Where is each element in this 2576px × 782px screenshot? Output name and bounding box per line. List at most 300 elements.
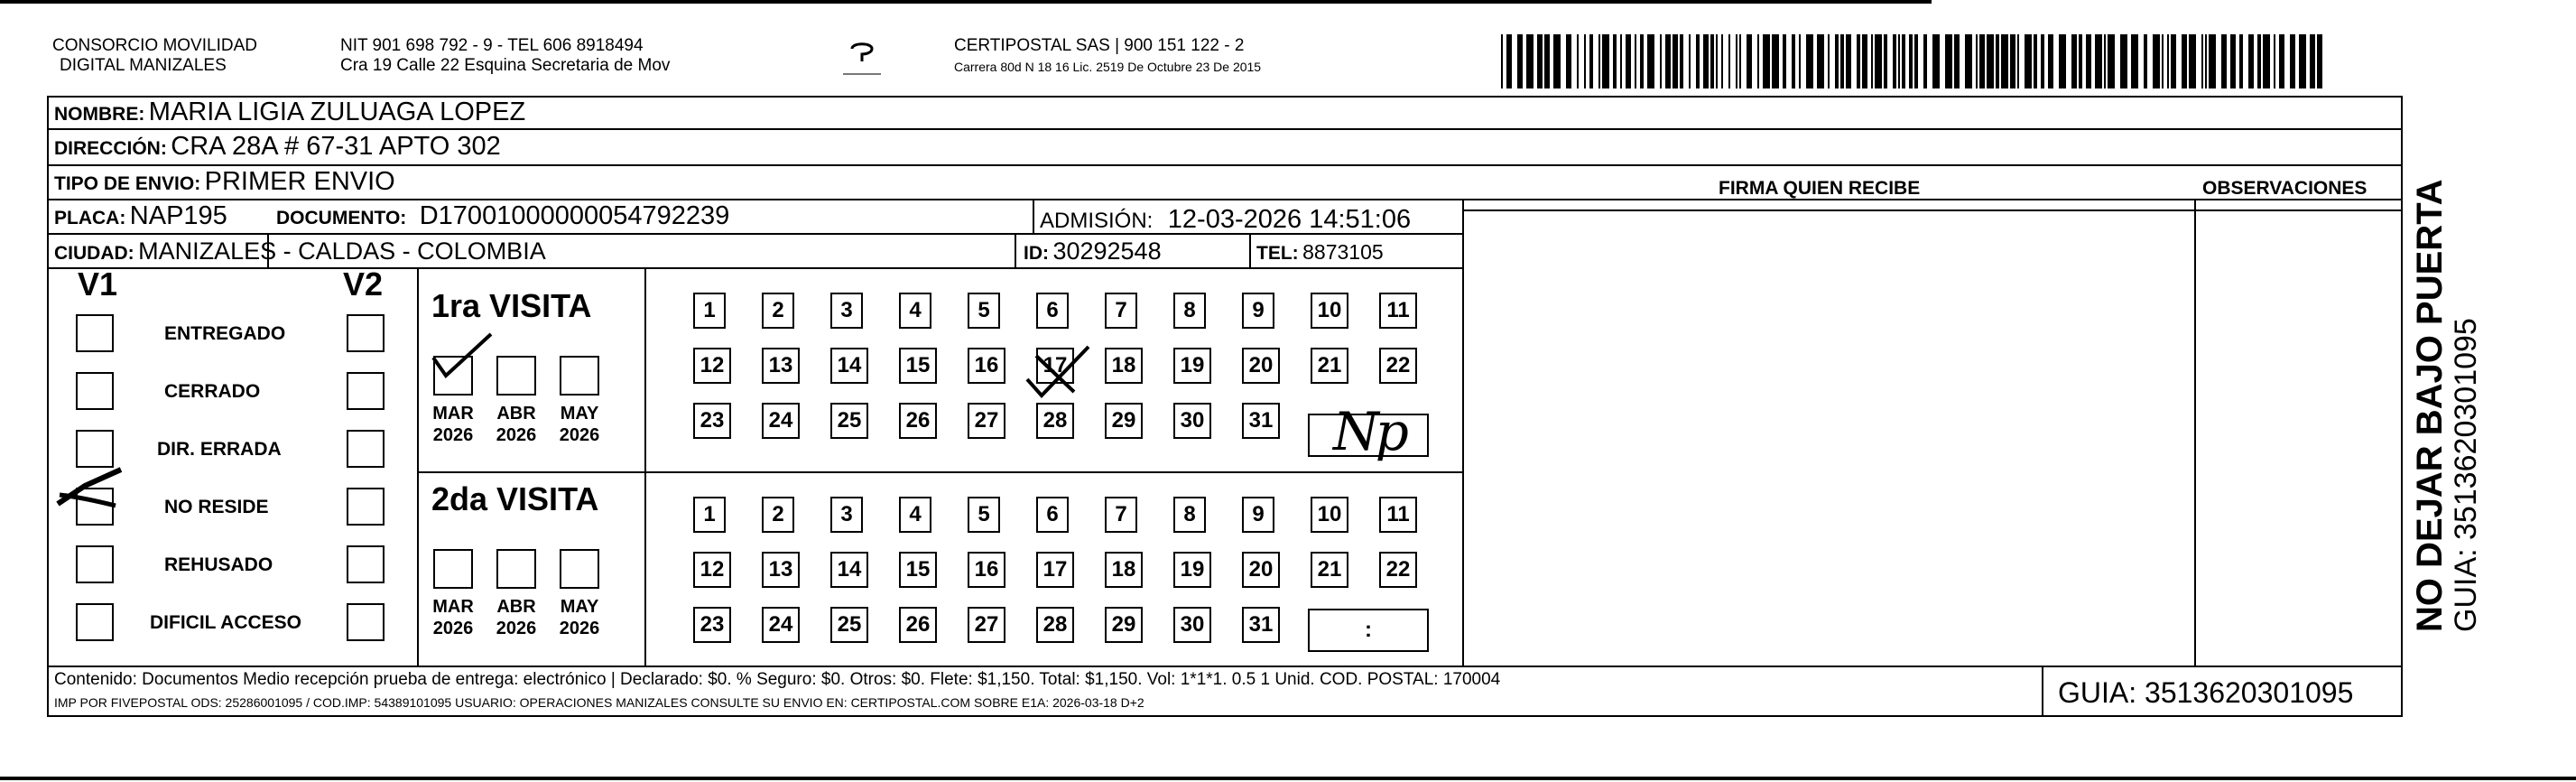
address-line: Cra 19 Calle 22 Esquina Secretaria de Mov xyxy=(340,56,671,75)
day-number: 14 xyxy=(837,557,862,582)
day-number: 6 xyxy=(1046,298,1059,322)
month-checkbox[interactable] xyxy=(496,356,536,396)
day-26-box[interactable] xyxy=(899,607,937,643)
day-13-box[interactable] xyxy=(762,348,800,384)
tipo-envio-label: TIPO DE ENVIO: xyxy=(54,173,201,194)
barcode-bar xyxy=(1840,34,1844,88)
courier-info xyxy=(954,36,1261,74)
day-number: 25 xyxy=(837,612,862,637)
day-7-box[interactable] xyxy=(1105,293,1137,329)
day-15-box[interactable] xyxy=(899,552,937,588)
day-20-box[interactable] xyxy=(1242,348,1280,384)
month-name: MAY xyxy=(560,597,599,617)
barcode-bar xyxy=(1772,34,1779,88)
barcode-bar xyxy=(1898,34,1900,88)
status-v2-checkbox[interactable] xyxy=(347,488,385,526)
month-label xyxy=(489,596,543,639)
day-3-box[interactable] xyxy=(830,497,863,533)
day-number: 17 xyxy=(1042,353,1068,377)
day-19-box[interactable] xyxy=(1173,552,1211,588)
handwritten-note-box xyxy=(1308,401,1429,462)
id-field xyxy=(1024,237,1162,265)
day-16-box[interactable] xyxy=(968,348,1005,384)
barcode-bar xyxy=(1783,34,1786,88)
documento-value: D17001000000054792239 xyxy=(419,201,730,230)
nombre-value: MARIA LIGIA ZULUAGA LOPEZ xyxy=(148,98,526,126)
barcode-bar xyxy=(1506,34,1512,88)
barcode-bar xyxy=(2048,34,2053,88)
tel-label: TEL: xyxy=(1256,243,1299,264)
barcode-bar xyxy=(2017,34,2019,88)
status-v2-checkbox[interactable] xyxy=(347,545,385,583)
status-v2-checkbox[interactable] xyxy=(347,314,385,352)
barcode-bar xyxy=(2248,34,2254,88)
day-6-box[interactable] xyxy=(1036,293,1069,329)
barcode-bar xyxy=(2209,34,2216,88)
direccion-label: DIRECCIÓN: xyxy=(54,138,167,159)
barcode-bar xyxy=(2182,34,2187,88)
ciudad-field xyxy=(54,237,546,265)
day-2-box[interactable] xyxy=(762,497,794,533)
day-7-box[interactable] xyxy=(1105,497,1137,533)
v2-header: V2 xyxy=(343,265,384,303)
barcode-bar xyxy=(2263,34,2270,88)
nit-line: NIT 901 698 792 - 9 - TEL 606 8918494 xyxy=(340,36,644,55)
barcode-bar xyxy=(1965,34,1972,88)
day-number: 16 xyxy=(974,557,999,582)
top-edge-mark xyxy=(0,0,1932,4)
month-name: MAY xyxy=(560,404,599,424)
second-visit-title: 2da VISITA xyxy=(431,480,599,517)
barcode-bar xyxy=(1710,34,1714,88)
day-6-box[interactable] xyxy=(1036,497,1069,533)
barcode-bar xyxy=(2239,34,2243,88)
day-23-box[interactable] xyxy=(693,607,731,643)
barcode-bar xyxy=(1598,34,1600,88)
barcode-bar xyxy=(2079,34,2082,88)
day-number: 16 xyxy=(974,353,999,377)
day-14-box[interactable] xyxy=(830,552,868,588)
day-3-box[interactable] xyxy=(830,293,863,329)
side-guia: GUIA: 3513620301095 xyxy=(2449,318,2483,632)
barcode-bar xyxy=(1932,34,1940,88)
placa-field xyxy=(54,201,227,231)
status-v2-checkbox[interactable] xyxy=(347,430,385,468)
nombre-label: NOMBRE: xyxy=(54,104,145,125)
delivery-form xyxy=(47,96,2403,717)
day-5-box[interactable] xyxy=(968,497,1000,533)
ciudad-value: MANIZALES - CALDAS - COLOMBIA xyxy=(138,237,546,265)
status-v2-checkbox[interactable] xyxy=(347,372,385,410)
day-22-box[interactable] xyxy=(1379,552,1417,588)
firma-header: FIRMA QUIEN RECIBE xyxy=(1719,178,1921,199)
day-number: 3 xyxy=(840,502,853,526)
placa-label: PLACA: xyxy=(54,208,126,228)
day-number: 31 xyxy=(1248,408,1274,433)
barcode-bar xyxy=(1689,34,1691,88)
barcode-bar xyxy=(2274,34,2275,88)
barcode-bar xyxy=(2153,34,2160,88)
day-number: 29 xyxy=(1111,612,1136,637)
month-name: ABR xyxy=(496,404,536,424)
barcode xyxy=(1501,34,2322,88)
day-21-box[interactable] xyxy=(1311,348,1348,384)
day-17-box[interactable] xyxy=(1036,552,1074,588)
barcode-bar xyxy=(2059,34,2066,88)
status-v1-checkbox[interactable] xyxy=(76,603,114,641)
barcode-bar xyxy=(2310,34,2315,88)
month-label xyxy=(426,596,480,639)
status-label: NO RESIDE xyxy=(164,497,269,517)
tipo-envio-value: PRIMER ENVIO xyxy=(204,167,395,196)
barcode-bar xyxy=(1909,34,1913,88)
barcode-bar xyxy=(2171,34,2176,88)
month-year: 2026 xyxy=(496,619,537,638)
month-label xyxy=(489,403,543,446)
day-31-box[interactable] xyxy=(1242,607,1280,643)
day-17-checkmark xyxy=(1024,343,1096,401)
barcode-bar xyxy=(1584,34,1586,88)
barcode-bar xyxy=(2221,34,2227,88)
day-9-box[interactable] xyxy=(1242,293,1274,329)
barcode-bar xyxy=(1703,34,1709,88)
day-number: 13 xyxy=(768,557,793,582)
day-number: 13 xyxy=(768,353,793,377)
barcode-bar xyxy=(2279,34,2284,88)
day-number: 17 xyxy=(1042,557,1068,582)
day-number: 3 xyxy=(840,298,853,322)
barcode-bar xyxy=(2001,34,2008,88)
barcode-bar xyxy=(1871,34,1873,88)
day-number: 22 xyxy=(1385,557,1411,582)
day-number: 10 xyxy=(1317,298,1342,322)
day-number: 28 xyxy=(1042,612,1068,637)
day-number: 1 xyxy=(703,298,716,322)
day-30-box[interactable] xyxy=(1173,607,1211,643)
day-4-box[interactable] xyxy=(899,293,931,329)
month-year: 2026 xyxy=(432,619,474,638)
admision-label: ADMISIÓN: xyxy=(1040,209,1154,233)
barcode-bar xyxy=(1566,34,1571,88)
status-v2-checkbox[interactable] xyxy=(347,603,385,641)
day-number: 20 xyxy=(1248,353,1274,377)
time-box-colon: : xyxy=(1365,618,1372,642)
guia-footer: GUIA: 3513620301095 xyxy=(2058,676,2354,709)
observaciones-header: OBSERVACIONES xyxy=(2202,178,2368,199)
barcode-bar xyxy=(1577,34,1579,88)
barcode-bar xyxy=(2120,34,2127,88)
barcode-bar xyxy=(2131,34,2138,88)
day-9-box[interactable] xyxy=(1242,497,1274,533)
day-8-box[interactable] xyxy=(1173,497,1206,533)
barcode-bar xyxy=(1728,34,1730,88)
day-number: 4 xyxy=(909,502,922,526)
barcode-bar xyxy=(1739,34,1741,88)
status-label: DIR. ERRADA xyxy=(157,439,282,460)
barcode-bar xyxy=(2086,34,2091,88)
month-checkbox[interactable] xyxy=(560,549,599,589)
tipo-envio-row xyxy=(54,167,395,197)
day-number: 6 xyxy=(1046,502,1059,526)
documento-field xyxy=(276,201,729,231)
day-number: 27 xyxy=(974,612,999,637)
day-29-box[interactable] xyxy=(1105,607,1143,643)
barcode-bar xyxy=(2189,34,2196,88)
barcode-bar xyxy=(1979,34,1985,88)
day-number: 7 xyxy=(1115,298,1127,322)
barcode-bar xyxy=(1846,34,1851,88)
barcode-bar xyxy=(2025,34,2032,88)
day-2-box[interactable] xyxy=(762,293,794,329)
day-number: 1 xyxy=(703,502,716,526)
day-number: 21 xyxy=(1317,353,1342,377)
barcode-bar xyxy=(2095,34,2102,88)
day-14-box[interactable] xyxy=(830,348,868,384)
barcode-bar xyxy=(1817,34,1824,88)
barcode-bar xyxy=(1640,34,1644,88)
barcode-bar xyxy=(1828,34,1830,88)
v1-header: V1 xyxy=(78,265,118,303)
barcode-bar xyxy=(1987,34,1994,88)
month-label xyxy=(552,596,607,639)
barcode-bar xyxy=(2144,34,2147,88)
barcode-bar xyxy=(1517,34,1523,88)
day-number: 23 xyxy=(700,612,725,637)
day-number: 14 xyxy=(837,353,862,377)
barcode-bar xyxy=(1884,34,1887,88)
rehusado-v1-checkmark xyxy=(49,459,130,522)
month-checkbox[interactable] xyxy=(560,356,599,396)
barcode-bar xyxy=(1635,34,1636,88)
day-30-box[interactable] xyxy=(1173,403,1211,439)
day-number: 9 xyxy=(1252,298,1265,322)
status-v1-checkbox[interactable] xyxy=(76,372,114,410)
day-number: 8 xyxy=(1183,298,1196,322)
day-23-box[interactable] xyxy=(693,403,731,439)
barcode-bar xyxy=(2230,34,2236,88)
day-10-box[interactable] xyxy=(1311,293,1348,329)
day-number: 24 xyxy=(768,408,793,433)
status-label: REHUSADO xyxy=(164,554,273,575)
day-12-box[interactable] xyxy=(693,552,731,588)
day-21-box[interactable] xyxy=(1311,552,1348,588)
day-11-box[interactable] xyxy=(1379,497,1417,533)
day-number: 15 xyxy=(905,353,931,377)
status-v1-checkbox[interactable] xyxy=(76,545,114,583)
day-1-box[interactable] xyxy=(693,293,726,329)
contenido-line: Contenido: Documentos Medio recepción prueba de entrega: electrónico | Declarado: $0. % Seguro: $0. Otros: $0. Flete: $1,150. Total: $1,150. Vol: 1*1*1. 0.5 1 Unid. COD. POSTAL: 170004 xyxy=(54,670,1501,689)
status-label: DIFICIL ACCESO xyxy=(150,612,302,633)
day-28-box[interactable] xyxy=(1036,403,1074,439)
march-first-visit-checkmark xyxy=(428,330,500,385)
status-v1-checkbox[interactable] xyxy=(76,314,114,352)
barcode-bar xyxy=(1945,34,1952,88)
day-25-box[interactable] xyxy=(830,607,868,643)
day-29-box[interactable] xyxy=(1105,403,1143,439)
barcode-bar xyxy=(2317,34,2322,88)
barcode-bar xyxy=(1544,34,1550,88)
status-label: CERRADO xyxy=(164,381,261,402)
barcode-bar xyxy=(2104,34,2106,88)
barcode-bar xyxy=(1501,34,1503,88)
day-number: 18 xyxy=(1111,353,1136,377)
day-number: 24 xyxy=(768,612,793,637)
barcode-bar xyxy=(2290,34,2295,88)
day-13-box[interactable] xyxy=(762,552,800,588)
day-18-box[interactable] xyxy=(1105,348,1143,384)
barcode-bar xyxy=(1875,34,1882,88)
day-number: 11 xyxy=(1386,502,1410,526)
day-18-box[interactable] xyxy=(1105,552,1143,588)
direccion-value: CRA 28A # 67-31 APTO 302 xyxy=(171,132,501,161)
status-label: ENTREGADO xyxy=(164,323,286,344)
day-number: 31 xyxy=(1248,612,1274,637)
documento-label: DOCUMENTO: xyxy=(276,208,407,228)
day-31-box[interactable] xyxy=(1242,403,1280,439)
barcode-bar xyxy=(1673,34,1678,88)
day-26-box[interactable] xyxy=(899,403,937,439)
day-number: 10 xyxy=(1317,502,1342,526)
day-number: 2 xyxy=(772,298,784,322)
day-16-box[interactable] xyxy=(968,552,1005,588)
barcode-bar xyxy=(1799,34,1801,88)
day-number: 12 xyxy=(700,353,725,377)
barcode-bar xyxy=(2205,34,2207,88)
day-number: 26 xyxy=(905,408,931,433)
barcode-bar xyxy=(1893,34,1896,88)
barcode-bar xyxy=(1954,34,1960,88)
day-number: 4 xyxy=(909,298,922,322)
barcode-bar xyxy=(1736,34,1737,88)
barcode-bar xyxy=(1806,34,1813,88)
month-year: 2026 xyxy=(432,425,474,445)
day-20-box[interactable] xyxy=(1242,552,1280,588)
no-dejar-bajo-puerta: NO DEJAR BAJO PUERTA xyxy=(2410,179,2450,632)
day-1-box[interactable] xyxy=(693,497,726,533)
barcode-bar xyxy=(1996,34,1999,88)
barcode-bar xyxy=(2201,34,2203,88)
company-contact xyxy=(340,36,670,76)
barcode-bar xyxy=(1660,34,1662,88)
time-box xyxy=(1308,609,1429,652)
day-number: 19 xyxy=(1180,557,1205,582)
day-number: 22 xyxy=(1385,353,1411,377)
month-checkbox[interactable] xyxy=(496,549,536,589)
day-number: 21 xyxy=(1317,557,1342,582)
courier-line-1: CERTIPOSTAL SAS | 900 151 122 - 2 xyxy=(954,36,1245,55)
direccion-row xyxy=(54,132,501,162)
barcode-bar xyxy=(1620,34,1622,88)
month-year: 2026 xyxy=(559,425,600,445)
day-15-box[interactable] xyxy=(899,348,937,384)
barcode-bar xyxy=(1862,34,1867,88)
day-number: 19 xyxy=(1180,353,1205,377)
barcode-bar xyxy=(2167,34,2169,88)
day-5-box[interactable] xyxy=(968,293,1000,329)
day-22-box[interactable] xyxy=(1379,348,1417,384)
barcode-bar xyxy=(1792,34,1795,88)
day-11-box[interactable] xyxy=(1379,293,1417,329)
month-year: 2026 xyxy=(496,425,537,445)
day-number: 28 xyxy=(1042,408,1068,433)
day-12-box[interactable] xyxy=(693,348,731,384)
bottom-edge-line xyxy=(0,777,2576,780)
barcode-bar xyxy=(1763,34,1770,88)
month-label xyxy=(552,403,607,446)
imp-line: IMP POR FIVEPOSTAL ODS: 25286001095 / COD.IMP: 54389101095 USUARIO: OPERACIONES MANIZALES CONSULTE SU ENVIO EN: CERTIPOSTAL.COM SOBRE E1A: 2026-03-18 D+2 xyxy=(54,695,1144,710)
handwritten-note: Np xyxy=(1333,401,1405,462)
barcode-bar xyxy=(1923,34,1927,88)
day-25-box[interactable] xyxy=(830,403,868,439)
tel-value: 8873105 xyxy=(1302,240,1384,264)
day-number: 30 xyxy=(1180,408,1205,433)
day-number: 11 xyxy=(1386,298,1410,322)
admision-field xyxy=(1040,205,1411,235)
month-year: 2026 xyxy=(559,619,600,638)
company-line-2: DIGITAL MANIZALES xyxy=(60,56,227,75)
company-name xyxy=(52,36,257,76)
courier-logo-icon xyxy=(839,40,885,79)
day-24-box[interactable] xyxy=(762,403,800,439)
day-24-box[interactable] xyxy=(762,607,800,643)
barcode-bar xyxy=(1976,34,1978,88)
day-number: 20 xyxy=(1248,557,1274,582)
day-number: 8 xyxy=(1183,502,1196,526)
day-28-box[interactable] xyxy=(1036,607,1074,643)
month-name: MAR xyxy=(432,597,474,617)
barcode-bar xyxy=(1665,34,1671,88)
day-number: 5 xyxy=(978,502,990,526)
day-27-box[interactable] xyxy=(968,403,1005,439)
barcode-bar xyxy=(2162,34,2164,88)
barcode-bar xyxy=(1721,34,1723,88)
tel-field xyxy=(1256,240,1384,265)
day-number: 26 xyxy=(905,612,931,637)
barcode-bar xyxy=(2071,34,2077,88)
day-10-box[interactable] xyxy=(1311,497,1348,533)
first-visit-title: 1ra VISITA xyxy=(431,287,592,324)
barcode-bar xyxy=(1553,34,1561,88)
day-number: 29 xyxy=(1111,408,1136,433)
day-4-box[interactable] xyxy=(899,497,931,533)
day-number: 27 xyxy=(974,408,999,433)
barcode-bar xyxy=(1613,34,1617,88)
barcode-bar xyxy=(2299,34,2306,88)
day-19-box[interactable] xyxy=(1173,348,1211,384)
day-number: 7 xyxy=(1115,502,1127,526)
barcode-bar xyxy=(1537,34,1543,88)
day-number: 15 xyxy=(905,557,931,582)
barcode-bar xyxy=(2257,34,2261,88)
barcode-bar xyxy=(1647,34,1654,88)
ciudad-label: CIUDAD: xyxy=(54,243,134,264)
company-line-1: CONSORCIO MOVILIDAD xyxy=(52,36,257,55)
barcode-bar xyxy=(1716,34,1718,88)
month-label xyxy=(426,403,480,446)
side-warning xyxy=(2410,126,2482,632)
day-27-box[interactable] xyxy=(968,607,1005,643)
day-number: 23 xyxy=(700,408,725,433)
day-8-box[interactable] xyxy=(1173,293,1206,329)
barcode-bar xyxy=(1589,34,1593,88)
barcode-bar xyxy=(1680,34,1683,88)
barcode-bar xyxy=(1526,34,1534,88)
barcode-bar xyxy=(2010,34,2015,88)
barcode-bar xyxy=(1914,34,1918,88)
barcode-bar xyxy=(2108,34,2115,88)
barcode-bar xyxy=(2041,34,2044,88)
month-checkbox[interactable] xyxy=(433,549,473,589)
